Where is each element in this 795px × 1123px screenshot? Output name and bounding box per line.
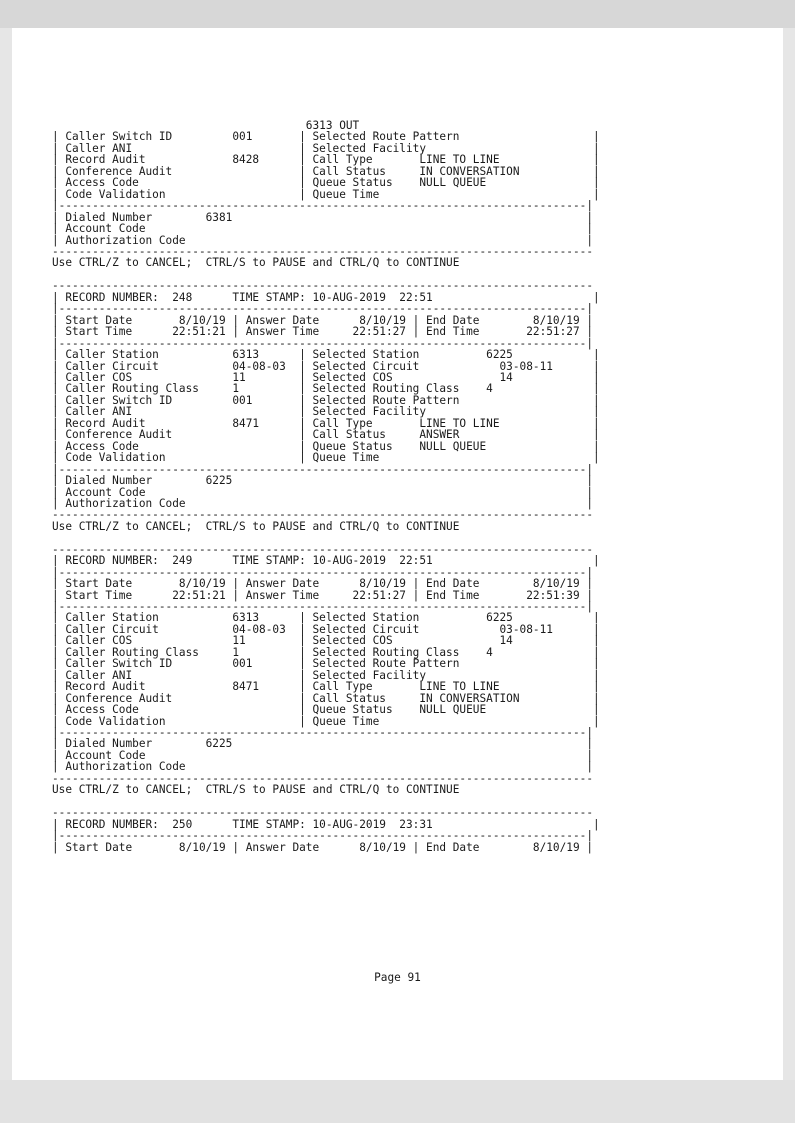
report-line: | RECORD NUMBER: 248 TIME STAMP: 10-AUG-2019 22:51 | — [52, 290, 600, 304]
report-line: Use CTRL/Z to CANCEL; CTRL/S to PAUSE and CTRL/Q to CONTINUE — [52, 783, 460, 797]
report-line: | Caller Routing Class 1 | Selected Routing Class 4 | — [52, 382, 600, 396]
report-line: |-------------------------------------------------------------------------------| — [52, 302, 593, 316]
report-line: | Access Code | Queue Status NULL QUEUE | — [52, 176, 600, 190]
report-line: |-------------------------------------------------------------------------------| — [52, 565, 593, 579]
report-line: --------------------------------------------------------------------------------- — [52, 508, 593, 522]
page-number: Page 91 — [374, 971, 421, 984]
report-line: |-------------------------------------------------------------------------------| — [52, 726, 593, 740]
report-line: | Authorization Code | — [52, 233, 593, 247]
report-line: | Conference Audit | Call Status IN CONVERSATION | — [52, 164, 600, 178]
report-line: | Start Date 8/10/19 | Answer Date 8/10/19 | End Date 8/10/19 | — [52, 577, 593, 591]
report-line: --------------------------------------------------------------------------------- — [52, 542, 593, 556]
report-line: | Caller COS 11 | Selected COS 14 | — [52, 634, 600, 648]
report-line: | Caller ANI | Selected Facility | — [52, 141, 600, 155]
report-line: | Start Date 8/10/19 | Answer Date 8/10/19 | End Date 8/10/19 | — [52, 313, 593, 327]
report-line: |-------------------------------------------------------------------------------| — [52, 336, 593, 350]
report-line: | Record Audit 8428 | Call Type LINE TO LINE | — [52, 153, 600, 167]
viewer-top-bar — [0, 0, 795, 28]
report-line: | Dialed Number 6225 | — [52, 737, 593, 751]
report-line: | Access Code | Queue Status NULL QUEUE | — [52, 439, 600, 453]
report-line: --------------------------------------------------------------------------------- — [52, 279, 593, 293]
report-line: |-------------------------------------------------------------------------------| — [52, 462, 593, 476]
report-line: 6313 OUT — [52, 119, 360, 132]
report-line: | Caller Station 6313 | Selected Station 6225 | — [52, 348, 600, 362]
report-line: | Code Validation | Queue Time | — [52, 187, 600, 201]
report-line: | RECORD NUMBER: 250 TIME STAMP: 10-AUG-2019 23:31 | — [52, 817, 600, 831]
report-line: | Start Time 22:51:21 | Answer Time 22:51:27 | End Time 22:51:39 | — [52, 588, 593, 602]
report-line: | Account Code | — [52, 485, 593, 499]
report-line: | Authorization Code | — [52, 760, 593, 774]
report-line: | Dialed Number 6381 | — [52, 210, 593, 224]
report-line: | Caller COS 11 | Selected COS 14 | — [52, 370, 600, 384]
report-line: | Code Validation | Queue Time | — [52, 451, 600, 465]
report-line: --------------------------------------------------------------------------------- — [52, 771, 593, 785]
report-line: | Dialed Number 6225 | — [52, 474, 593, 488]
report-line: Use CTRL/Z to CANCEL; CTRL/S to PAUSE and CTRL/Q to CONTINUE — [52, 256, 460, 270]
report-line: | Caller ANI | Selected Facility | — [52, 405, 600, 419]
report-line: |-------------------------------------------------------------------------------| — [52, 199, 593, 213]
report-line: | Authorization Code | — [52, 496, 593, 510]
report-line: | RECORD NUMBER: 249 TIME STAMP: 10-AUG-2019 22:51 | — [52, 554, 600, 568]
report-line: --------------------------------------------------------------------------------- — [52, 244, 593, 258]
report-line: | Conference Audit | Call Status IN CONVERSATION | — [52, 691, 600, 705]
report-line: | Caller ANI | Selected Facility | — [52, 668, 600, 682]
viewer-bottom-bar — [0, 1080, 795, 1123]
report-line: | Account Code | — [52, 222, 593, 236]
report-line: | Access Code | Queue Status NULL QUEUE | — [52, 703, 600, 717]
report-line: | Caller Circuit 04-08-03 | Selected Circuit 03-08-11 | — [52, 359, 600, 373]
report-line: | Caller Routing Class 1 | Selected Routing Class 4 | — [52, 645, 600, 659]
report-line: |-------------------------------------------------------------------------------| — [52, 829, 593, 843]
report-line: | Code Validation | Queue Time | — [52, 714, 600, 728]
report-line: --------------------------------------------------------------------------------- — [52, 806, 593, 820]
report-line: | Record Audit 8471 | Call Type LINE TO LINE | — [52, 416, 600, 430]
report-line: | Caller Switch ID 001 | Selected Route Pattern | — [52, 657, 600, 671]
report-line: | Start Time 22:51:21 | Answer Time 22:51:27 | End Time 22:51:27 | — [52, 325, 593, 339]
report-line: | Conference Audit | Call Status ANSWER | — [52, 428, 600, 442]
report-line: |-------------------------------------------------------------------------------| — [52, 600, 593, 614]
report-line: | Record Audit 8471 | Call Type LINE TO LINE | — [52, 680, 600, 694]
call-detail-report — [52, 120, 600, 853]
report-line: | Account Code | — [52, 748, 593, 762]
report-line: Use CTRL/Z to CANCEL; CTRL/S to PAUSE and CTRL/Q to CONTINUE — [52, 519, 460, 533]
report-line: | Caller Switch ID 001 | Selected Route Pattern | — [52, 130, 600, 144]
report-line: | Start Date 8/10/19 | Answer Date 8/10/19 | End Date 8/10/19 | — [52, 840, 593, 854]
report-line: | Caller Switch ID 001 | Selected Route Pattern | — [52, 393, 600, 407]
report-line: | Caller Circuit 04-08-03 | Selected Circuit 03-08-11 | — [52, 622, 600, 636]
report-line: | Caller Station 6313 | Selected Station 6225 | — [52, 611, 600, 625]
